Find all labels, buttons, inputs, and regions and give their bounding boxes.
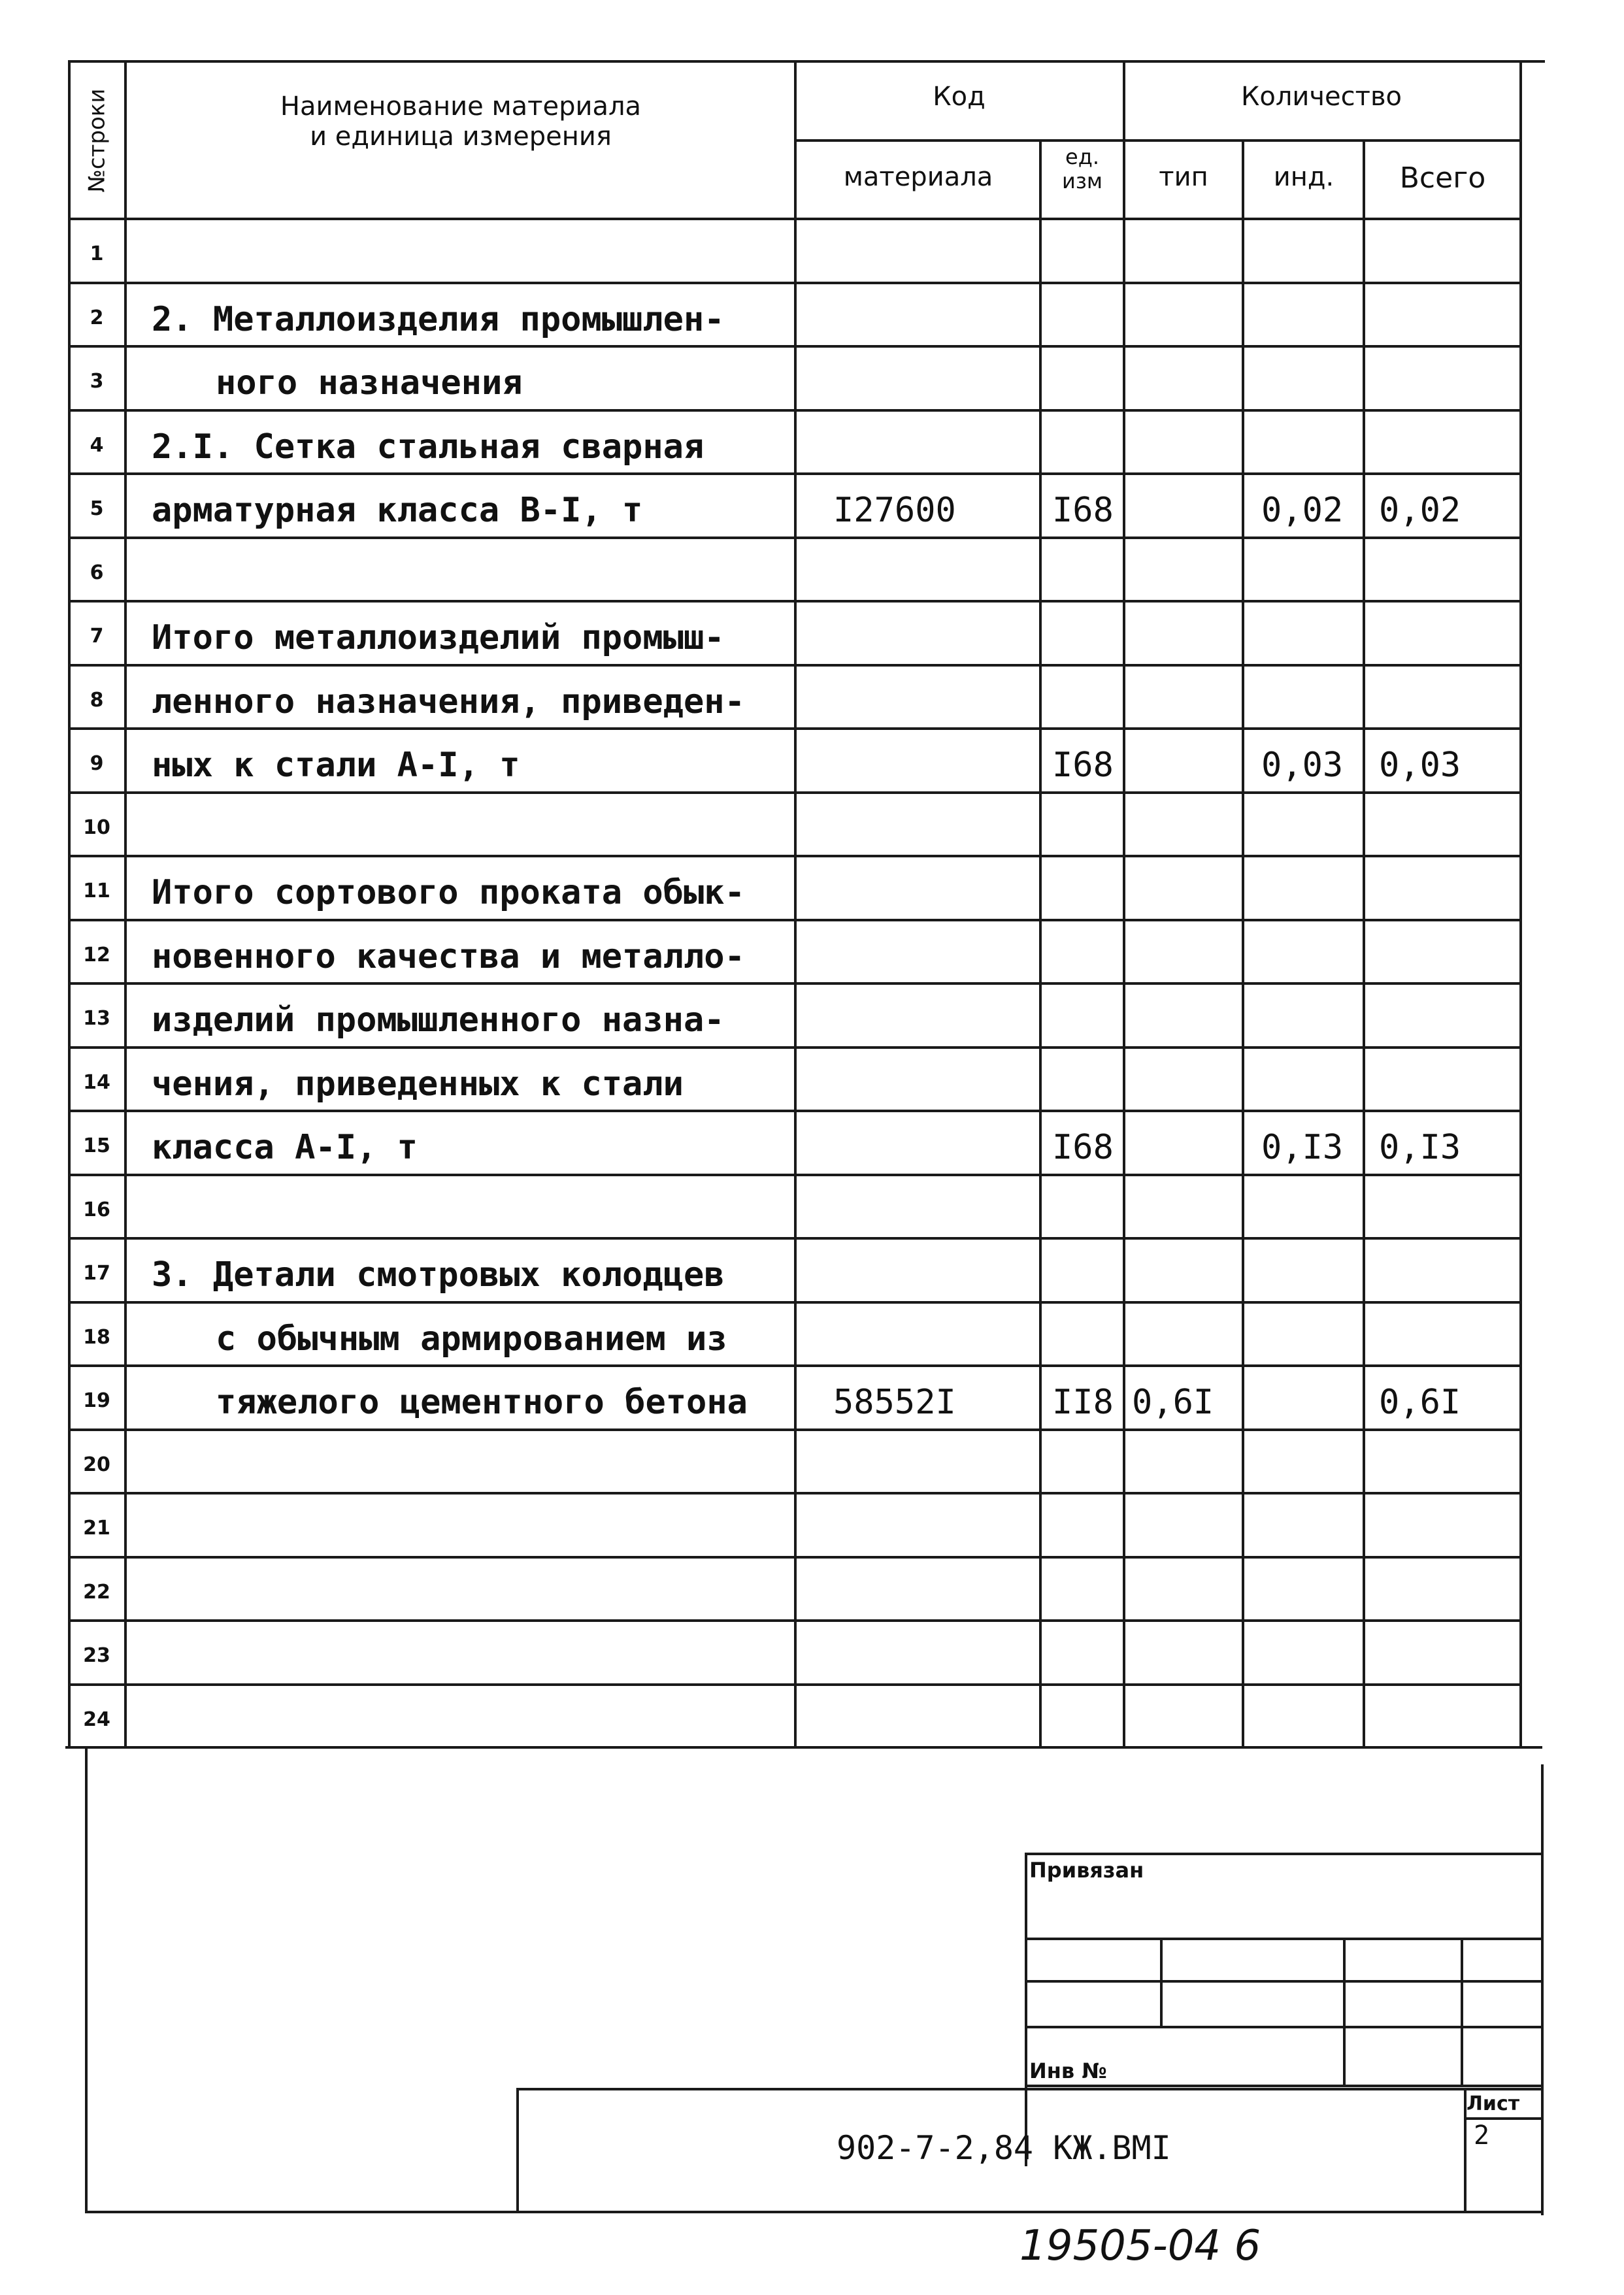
- row-description: Итого сортового проката обык-: [152, 873, 745, 912]
- qty-ind-cell: 0,03: [1261, 746, 1344, 785]
- row-number: 7: [90, 625, 104, 648]
- row-number: 20: [83, 1453, 110, 1476]
- row-number: 13: [83, 1007, 110, 1030]
- qty-total-cell: 0,6I: [1379, 1383, 1461, 1422]
- row-description: ленного назначения, приведен-: [152, 682, 745, 721]
- row-description: тяжелого цементного бетона: [216, 1383, 748, 1422]
- row-description: ного назначения: [216, 363, 523, 403]
- row-number: 9: [90, 752, 104, 775]
- row-description: класса А-I, т: [152, 1128, 418, 1167]
- row-number: 15: [83, 1134, 110, 1157]
- document-code: 902-7-2,84 КЖ.ВМI: [837, 2129, 1171, 2167]
- row-number: 14: [83, 1071, 110, 1094]
- sheet-label: Лист: [1467, 2092, 1520, 2115]
- row-number: 8: [90, 689, 104, 712]
- qty-ind-cell: 0,02: [1261, 491, 1344, 530]
- unit-code-cell: I68: [1052, 746, 1114, 785]
- qty-total-cell: 0,02: [1379, 491, 1461, 530]
- row-description: 2.I. Сетка стальная сварная: [152, 427, 704, 467]
- qty-total-header: Всего: [1399, 161, 1486, 195]
- unit-code-cell: I68: [1052, 1128, 1114, 1167]
- row-number: 18: [83, 1326, 110, 1349]
- row-number: 1: [90, 242, 104, 265]
- row-number: 3: [90, 370, 104, 393]
- row-description: новенного качества и металло-: [152, 937, 745, 976]
- qty-group-header: Количество: [1240, 82, 1402, 112]
- row-description: 3. Детали смотровых колодцев: [152, 1255, 725, 1295]
- qty-total-cell: 0,I3: [1379, 1128, 1461, 1167]
- unit-code-cell: II8: [1052, 1383, 1114, 1422]
- row-number: 21: [83, 1517, 110, 1540]
- name-column-header: Наименование материала и единица измерения: [280, 91, 642, 152]
- row-description: чения, приведенных к стали: [152, 1065, 684, 1104]
- footer-note: 19505-04 6: [1019, 2222, 1261, 2270]
- material-code-cell: I27600: [833, 491, 956, 530]
- row-number: 10: [83, 816, 110, 839]
- row-number: 24: [83, 1708, 110, 1731]
- row-description: арматурная класса В-I, т: [152, 491, 643, 530]
- privyazan-label: Привязан: [1029, 1858, 1144, 1883]
- row-number: 23: [83, 1644, 110, 1667]
- row-description: изделий промышленного назна-: [152, 1000, 725, 1040]
- qty-type-cell: 0,6I: [1132, 1383, 1214, 1422]
- row-number: 19: [83, 1389, 110, 1412]
- row-description: ных к стали А-I, т: [152, 746, 520, 785]
- row-number: 12: [83, 944, 110, 966]
- code-unit-header: ед. изм: [1062, 144, 1102, 193]
- row-number: 4: [90, 434, 104, 457]
- material-code-cell: 58552I: [833, 1383, 956, 1422]
- inv-no-label: Инв №: [1029, 2058, 1107, 2083]
- row-number: 22: [83, 1581, 110, 1604]
- row-number: 11: [83, 880, 110, 902]
- row-number: 6: [90, 561, 104, 584]
- row-description: с обычным армированием из: [216, 1319, 727, 1359]
- row-number-header: №строки: [84, 88, 110, 193]
- unit-code-cell: I68: [1052, 491, 1114, 530]
- row-number: 5: [90, 497, 104, 520]
- row-description: Итого металлоизделий промыш-: [152, 618, 725, 657]
- code-group-header: Код: [933, 82, 986, 112]
- row-description: 2. Металлоизделия промышлен-: [152, 300, 725, 339]
- qty-ind-header: инд.: [1273, 162, 1334, 192]
- row-number: 16: [83, 1198, 110, 1221]
- qty-ind-cell: 0,I3: [1261, 1128, 1344, 1167]
- sheet-number: 2: [1474, 2121, 1490, 2151]
- qty-type-header: тип: [1159, 162, 1208, 192]
- qty-total-cell: 0,03: [1379, 746, 1461, 785]
- row-number: 17: [83, 1262, 110, 1285]
- code-material-header: материала: [843, 162, 993, 192]
- row-number: 2: [90, 306, 104, 329]
